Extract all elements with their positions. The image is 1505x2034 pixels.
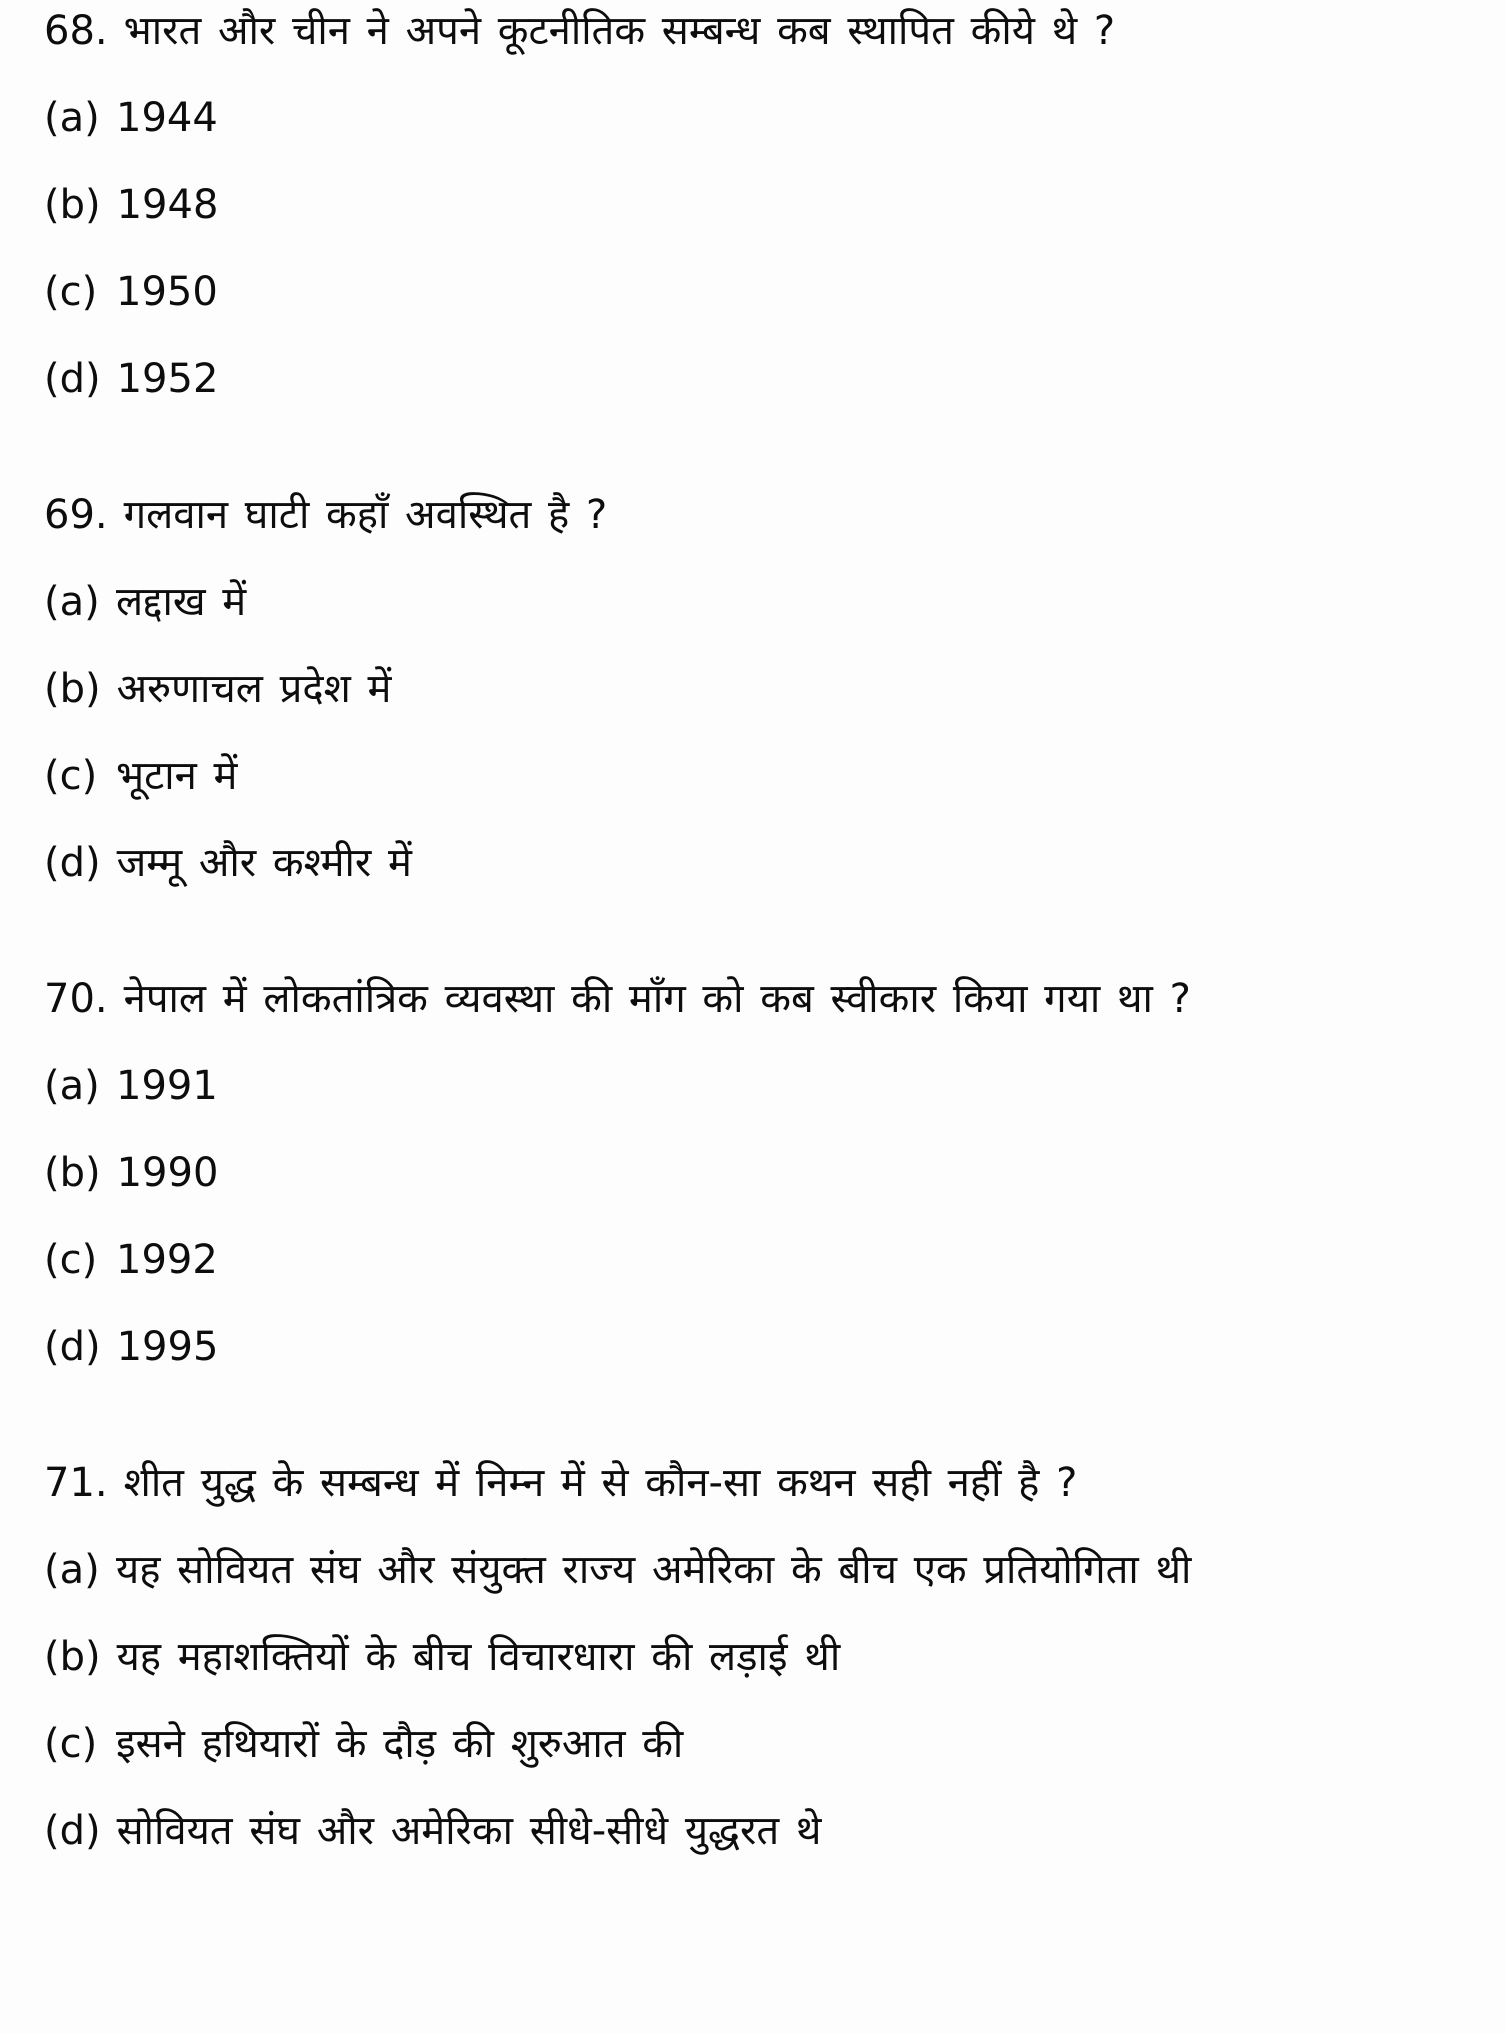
option-label: (b) bbox=[44, 1634, 101, 1680]
option-row bbox=[44, 1808, 1475, 1854]
option-label: (a) bbox=[44, 579, 100, 625]
option-row bbox=[44, 269, 1475, 315]
option-label: (c) bbox=[44, 269, 98, 315]
option-row bbox=[44, 1237, 1475, 1283]
option-label: (a) bbox=[44, 1547, 100, 1593]
option-text: 1948 bbox=[116, 182, 219, 228]
option-row bbox=[44, 666, 1475, 712]
question-block-68 bbox=[44, 8, 1475, 402]
option-text: 1944 bbox=[116, 95, 218, 141]
option-text: यह महाशक्तियों के बीच विचारधारा की लड़ाई थी bbox=[116, 1634, 841, 1680]
option-label: (c) bbox=[44, 1237, 98, 1283]
option-label: (c) bbox=[44, 753, 98, 799]
question-text: भारत और चीन ने अपने कूटनीतिक सम्बन्ध कब स्थापित कीये थे ? bbox=[123, 8, 1116, 54]
option-label: (c) bbox=[44, 1721, 98, 1767]
question-number: 70. bbox=[44, 976, 108, 1022]
option-row bbox=[44, 95, 1475, 141]
option-row bbox=[44, 579, 1475, 625]
option-row bbox=[44, 182, 1475, 228]
option-text: यह सोवियत संघ और संयुक्त राज्य अमेरिका के बीच एक प्रतियोगिता थी bbox=[116, 1547, 1192, 1593]
option-label: (d) bbox=[44, 1808, 101, 1854]
option-row bbox=[44, 1721, 1475, 1767]
option-label: (a) bbox=[44, 95, 100, 141]
option-label: (b) bbox=[44, 1150, 101, 1196]
option-label: (a) bbox=[44, 1063, 100, 1109]
option-label: (d) bbox=[44, 1324, 101, 1370]
option-row bbox=[44, 356, 1475, 402]
option-text: जम्मू और कश्मीर में bbox=[116, 840, 412, 886]
option-text: इसने हथियारों के दौड़ की शुरुआत की bbox=[116, 1721, 684, 1767]
option-text: 1990 bbox=[116, 1150, 219, 1196]
option-label: (d) bbox=[44, 356, 101, 402]
option-row bbox=[44, 1634, 1475, 1680]
question-block-69 bbox=[44, 492, 1475, 886]
question-number: 68. bbox=[44, 8, 108, 54]
question-line bbox=[44, 492, 1475, 538]
question-block-71 bbox=[44, 1460, 1475, 1854]
option-text: 1952 bbox=[116, 356, 219, 402]
option-text: भूटान में bbox=[116, 753, 238, 799]
question-text: नेपाल में लोकतांत्रिक व्यवस्था की माँग को कब स्वीकार किया गया था ? bbox=[123, 976, 1191, 1022]
option-label: (d) bbox=[44, 840, 101, 886]
option-row bbox=[44, 753, 1475, 799]
option-label: (b) bbox=[44, 182, 101, 228]
question-line bbox=[44, 1460, 1475, 1506]
question-text: शीत युद्ध के सम्बन्ध में निम्न में से कौन-सा कथन सही नहीं है ? bbox=[123, 1460, 1078, 1506]
option-text: 1995 bbox=[116, 1324, 219, 1370]
option-row bbox=[44, 1063, 1475, 1109]
option-text: अरुणाचल प्रदेश में bbox=[116, 666, 392, 712]
option-text: 1991 bbox=[116, 1063, 218, 1109]
option-text: सोवियत संघ और अमेरिका सीधे-सीधे युद्धरत थे bbox=[116, 1808, 822, 1854]
option-row bbox=[44, 840, 1475, 886]
option-label: (b) bbox=[44, 666, 101, 712]
option-text: 1950 bbox=[116, 269, 218, 315]
question-line bbox=[44, 976, 1475, 1022]
option-text: 1992 bbox=[116, 1237, 218, 1283]
question-line bbox=[44, 8, 1475, 54]
question-text: गलवान घाटी कहाँ अवस्थित है ? bbox=[123, 492, 608, 538]
option-row bbox=[44, 1150, 1475, 1196]
question-number: 71. bbox=[44, 1460, 108, 1506]
option-row bbox=[44, 1324, 1475, 1370]
question-block-70 bbox=[44, 976, 1475, 1370]
option-row bbox=[44, 1547, 1475, 1593]
option-text: लद्दाख में bbox=[116, 579, 247, 625]
question-number: 69. bbox=[44, 492, 108, 538]
